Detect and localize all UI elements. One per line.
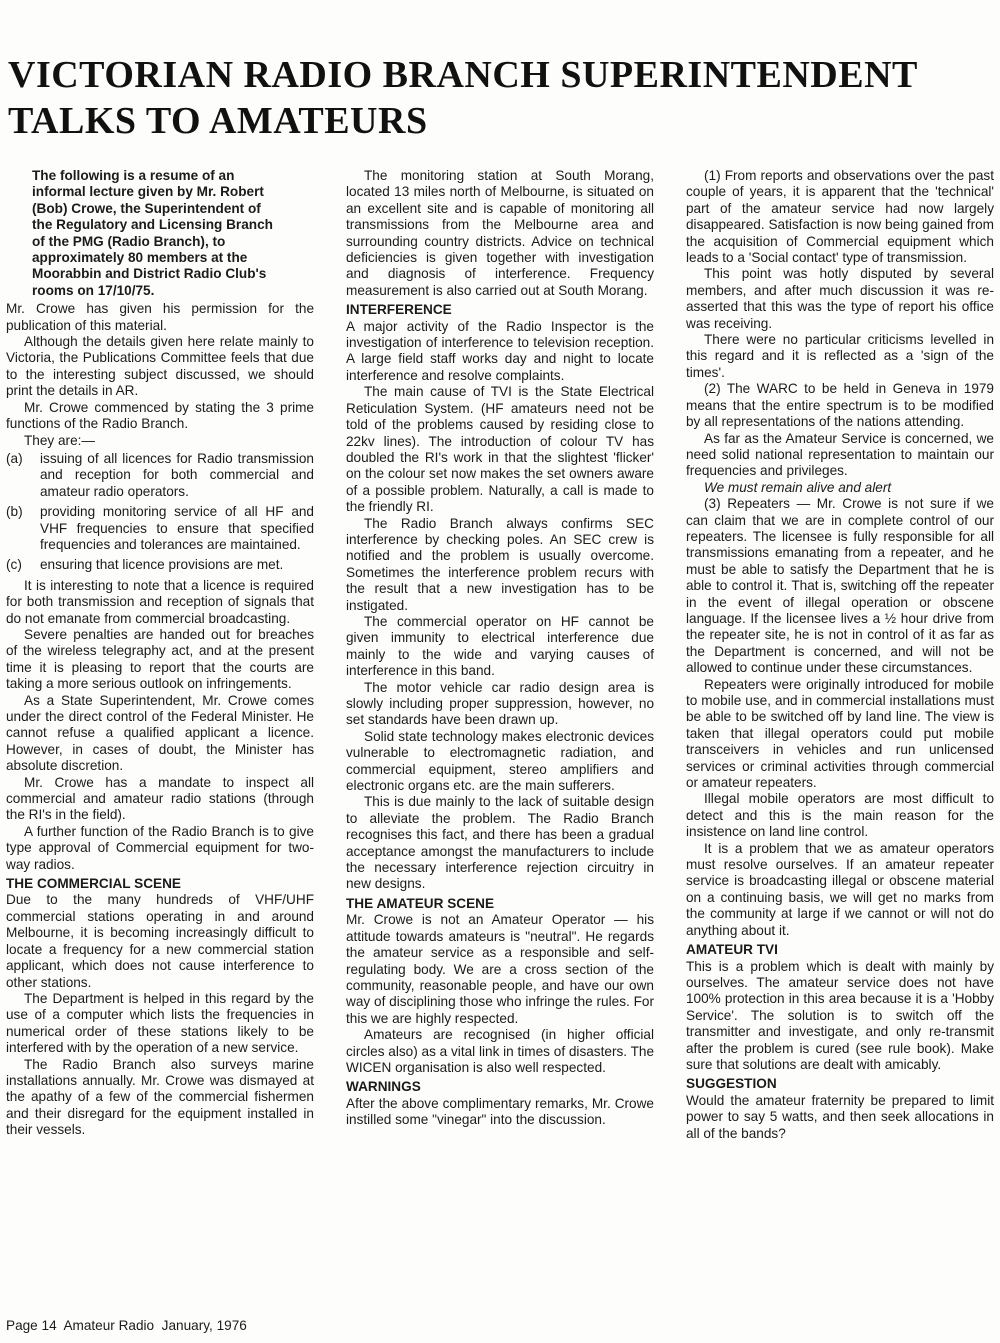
list-label: (a) xyxy=(6,450,23,466)
paragraph: Amateurs are recognised (in higher official circles also) as a vital link in times of disasters. The WICEN organisation is also well respected. xyxy=(346,1027,654,1075)
paragraph: This is a problem which is dealt with mainly by ourselves. The amateur service does not have 100% protection in this area because it is a 'Hobby Service'. The solution is to switch off the transmitter and investigate, and only re-transmit after the problem is cured (see rule book). Make sure that solutions are dealt with amicably. xyxy=(686,958,994,1072)
paragraph: Due to the many hundreds of VHF/UHF commercial stations operating in and around Melbourne, it is becoming increasingly difficult to locate a frequency for a new commercial station applicant, which does not cause interference to other stations. xyxy=(6,892,314,990)
paragraph: The main cause of TVI is the State Electrical Reticulation System. (HF amateurs need not be told of the problems caused by residing close to 22kv lines). The introduction of colour TV has doubled the RI's work in that the slightest 'flicker' on the colour set now makes the set owners aware of a possible problem. Naturally, a call is made to the friendly RI. xyxy=(346,384,654,515)
list-item xyxy=(6,557,314,573)
list-item xyxy=(6,451,314,500)
paragraph: The motor vehicle car radio design area is slowly including proper suppression, however, no set standards have been drawn up. xyxy=(346,679,654,728)
paragraph: As far as the Amateur Service is concerned, we need solid national representation to maintain our frequencies and privileges. xyxy=(686,430,994,479)
paragraph: Although the details given here relate mainly to Victoria, the Publications Committee feels that due to the interesting subject discussed, we should print the details in AR. xyxy=(6,334,314,399)
paragraph: Solid state technology makes electronic devices vulnerable to electromagnetic radiation, and commercial equipment, stereo amplifiers and electronic organs etc. are the main sufferers. xyxy=(346,728,654,794)
article-headline: VICTORIAN RADIO BRANCH SUPERINTENDENT TALKS TO AMATEURS xyxy=(8,54,918,142)
paragraph: As a State Superintendent, Mr. Crowe comes under the direct control of the Federal Minister. He cannot refuse a qualified applicant a licence. However, in cases of doubt, the Minister has absolute discretion. xyxy=(6,692,314,774)
list-item xyxy=(6,504,314,553)
paragraph: This is due mainly to the lack of suitable design to alleviate the problem. The Radio Branch recognises this fact, and there has been a gradual acceptance amongst the manufacturers to include the necessary interference rejection circuitry in new designs. xyxy=(346,794,654,892)
page-footer: Page 14 Amateur Radio January, 1976 xyxy=(6,1318,247,1333)
paragraph: Mr. Crowe is not an Amateur Operator — his attitude towards amateurs is "neutral". He regards the amateur service as a responsible and self-regulating body. We are a cross section of the community, reasonable people, and have our own way of disciplining those who infringe the rules. For this we are highly respected. xyxy=(346,912,654,1026)
intro-paragraph: The following is a resume of an informal lecture given by Mr. Robert (Bob) Crowe, the Superintendent of the Regulatory and Licensing Branch of the PMG (Radio Branch), to approximately 80 members at the Moorabbin and District Radio Club's rooms on 17/10/75. xyxy=(32,168,273,298)
list-text: ensuring that licence provisions are met. xyxy=(40,557,284,573)
column-2 xyxy=(346,168,654,1129)
paragraph: Mr. Crowe commenced by stating the 3 prime functions of the Radio Branch. xyxy=(6,399,314,432)
section-heading: SUGGESTION xyxy=(686,1076,777,1092)
paragraph: Mr. Crowe has a mandate to inspect all commercial and amateur radio stations (through the RI's in the field). xyxy=(6,774,314,823)
paragraph: They are:— xyxy=(24,432,96,448)
paragraph: Severe penalties are handed out for breaches of the wireless telegraphy act, and at the present time it is pleasing to report that the courts are taking a more serious outlook on infringements. xyxy=(6,626,314,692)
paragraph: There were no particular criticisms levelled in this regard and it is reflected as a 'sign of the times'. xyxy=(686,332,994,380)
paragraph: Illegal mobile operators are most difficult to detect and this is the main reason for the insistence on land line control. xyxy=(686,791,994,840)
column-3 xyxy=(686,168,994,1142)
section-heading: INTERFERENCE xyxy=(346,302,452,318)
section-heading: THE COMMERCIAL SCENE xyxy=(6,876,181,892)
paragraph: A major activity of the Radio Inspector is the investigation of interference to television reception. A large field staff works day and night to locate interference and resolve complaints. xyxy=(346,318,654,383)
paragraph: The Radio Branch always confirms SEC interference by checking poles. An SEC crew is notified and the problem is usually overcome. Sometimes the interference problem recurs with the result that a new investigation has to be instigated. xyxy=(346,515,654,613)
paragraph: It is a problem that we as amateur operators must resolve ourselves. If an amateur repeater service is broadcasting illegal or obscene material on a continuing basis, we will get no marks from the community at large if we cannot or will not do anything about it. xyxy=(686,840,994,938)
paragraph: This point was hotly disputed by several members, and after much discussion it was re-asserted that this was the type of report his office was receiving. xyxy=(686,266,994,331)
paragraph: The Radio Branch also surveys marine installations annually. Mr. Crowe was dismayed at the apathy of a few of the commercial fishermen and their disregard for the equipment installed in their vessels. xyxy=(6,1056,314,1138)
paragraph: (2) The WARC to be held in Geneva in 1979 means that the entire spectrum is to be modified by all representations of the nations attending. xyxy=(686,381,994,430)
section-heading: THE AMATEUR SCENE xyxy=(346,895,495,911)
section-heading: WARNINGS xyxy=(346,1079,421,1095)
paragraph: It is interesting to note that a licence is required for both transmission and reception of signals that do not emanate from commercial broadcasting. xyxy=(6,577,314,626)
column-1 xyxy=(6,168,314,1139)
paragraph: Would the amateur fraternity be prepared to limit power to say 5 watts, and then seek allocations in all of the bands? xyxy=(686,1092,994,1141)
list-text: providing monitoring service of all HF and VHF frequencies to ensure that specified frequencies and tolerances are maintained. xyxy=(40,504,314,552)
list-label: (c) xyxy=(6,557,22,573)
paragraph: A further function of the Radio Branch is to give type approval of Commercial equipment for two-way radios. xyxy=(6,823,314,872)
italic-subheading: We must remain alive and alert xyxy=(704,479,892,495)
section-heading: AMATEUR TVI xyxy=(686,942,778,958)
paragraph: (1) From reports and observations over the past couple of years, it is apparent that the 'technical' part of the amateur service had now largely disappeared. Satisfaction is now being gained from the acquisition of Commercial equipment which leads to a 'Social contact' type of transmission. xyxy=(686,168,994,266)
paragraph: Mr. Crowe has given his permission for the publication of this material. xyxy=(6,301,314,333)
paragraph: The Department is helped in this regard by the use of a computer which lists the frequencies in numerical order of these stations likely to be interfered with by the operation of a new service. xyxy=(6,990,314,1056)
paragraph: Repeaters were originally introduced for mobile to mobile use, and in commercial installations must be able to be switched off by land line. The view is taken that illegal operators could put mobile transceivers in vehicles and run unlicensed services or criminal activities through commercial or amateur repeaters. xyxy=(686,676,994,791)
paragraph: The monitoring station at South Morang, located 13 miles north of Melbourne, is situated on an excellent site and is capable of monitoring all transmissions from the Melbourne area and surrounding country districts. Advice on technical deficiencies is given together with investigation and diagnosis of interference. Frequency measurement is also carried out at South Morang. xyxy=(346,168,654,298)
paragraph: (3) Repeaters — Mr. Crowe is not sure if we can claim that we are in complete control of our repeaters. The licensee is fully responsible for all transmissions emanating from a repeater, and he must be able to satisfy the Department that he is able to control it. That is, switching off the repeater in the event of illegal operation or obscene language. If the licensee lives a ½ hour drive from the repeater site, he is not in control of it as far as the Department is concerned, and will not be allowed to continue under these circumstances. xyxy=(686,496,994,676)
paragraph: After the above complimentary remarks, Mr. Crowe instilled some "vinegar" into the discussion. xyxy=(346,1095,654,1128)
list-label: (b) xyxy=(6,504,23,520)
paragraph: The commercial operator on HF cannot be given immunity to electrical interference due mainly to the wide and varying causes of interference in this band. xyxy=(346,613,654,679)
list-text: issuing of all licences for Radio transmission and reception for both commercial and amateur radio operators. xyxy=(40,450,314,499)
